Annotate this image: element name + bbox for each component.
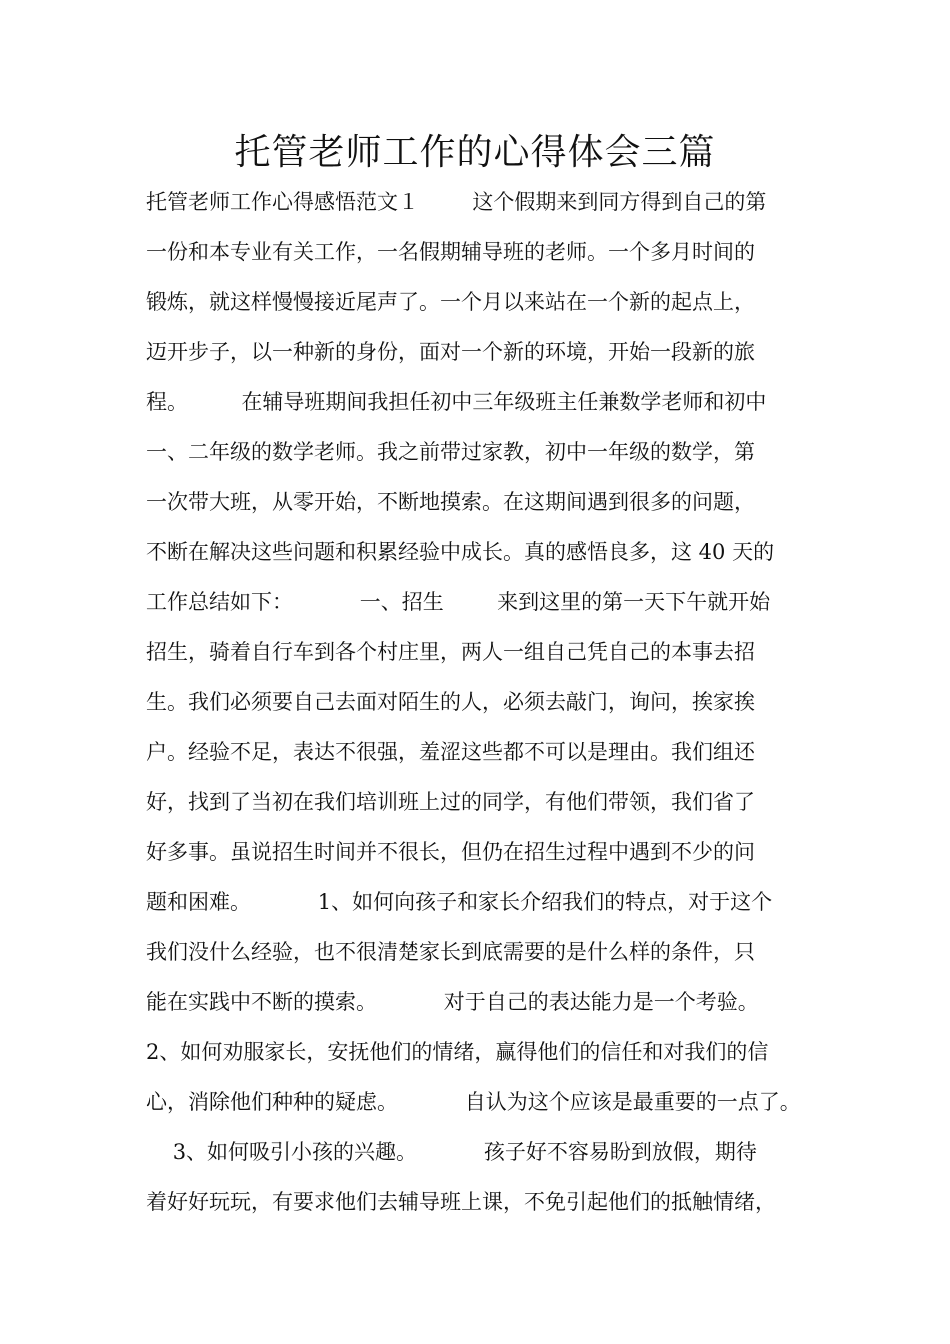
body-line: 一份和本专业有关工作，一名假期辅导班的老师。一个多月时间的 [146,240,755,264]
document-body [146,177,816,1227]
body-line: 心，消除他们种种的疑虑。 自认为这个应该是最重要的一点了。 [146,1090,801,1114]
body-line: 不断在解决这些问题和积累经验中成长。真的感悟良多，这 40 天的 [146,540,775,564]
body-line: 能在实践中不断的摸索。 对于自己的表达能力是一个考验。 [146,990,759,1014]
body-line: 一次带大班，从零开始，不断地摸索。在这期间遇到很多的问题， [146,490,755,514]
body-line: 2、如何劝服家长，安抚他们的情绪，赢得他们的信任和对我们的信 [146,1040,769,1064]
body-line: 我们没什么经验，也不很清楚家长到底需要的是什么样的条件，只 [146,940,755,964]
body-line: 锻炼，就这样慢慢接近尾声了。一个月以来站在一个新的起点上， [146,290,755,314]
body-line: 题和困难。 1、如何向孩子和家长介绍我们的特点，对于这个 [146,890,773,914]
body-line: 3、如何吸引小孩的兴趣。 孩子好不容易盼到放假，期待 [146,1140,757,1164]
body-line: 着好好玩玩，有要求他们去辅导班上课，不免引起他们的抵触情绪， [146,1190,776,1214]
body-line: 托管老师工作心得感悟范文１ 这个假期来到同方得到自己的第 [146,190,767,214]
body-line: 程。 在辅导班期间我担任初中三年级班主任兼数学老师和初中 [146,390,767,414]
body-line: 招生，骑着自行车到各个村庄里，两人一组自己凭自己的本事去招 [146,640,755,664]
body-line: 生。我们必须要自己去面对陌生的人，必须去敲门，询问，挨家挨 [146,690,755,714]
document-title: 托管老师工作的心得体会三篇 [234,132,716,173]
body-line: 好，找到了当初在我们培训班上过的同学，有他们带领，我们省了 [146,790,755,814]
body-line: 一、二年级的数学老师。我之前带过家教，初中一年级的数学，第 [146,440,755,464]
body-line: 工作总结如下： 一、招生 来到这里的第一天下午就开始 [146,590,771,614]
body-line: 好多事。虽说招生时间并不很长，但仍在招生过程中遇到不少的问 [146,840,755,864]
body-line: 迈开步子，以一种新的身份，面对一个新的环境，开始一段新的旅 [146,340,755,364]
body-line: 户。经验不足，表达不很强，羞涩这些都不可以是理由。我们组还 [146,740,755,764]
